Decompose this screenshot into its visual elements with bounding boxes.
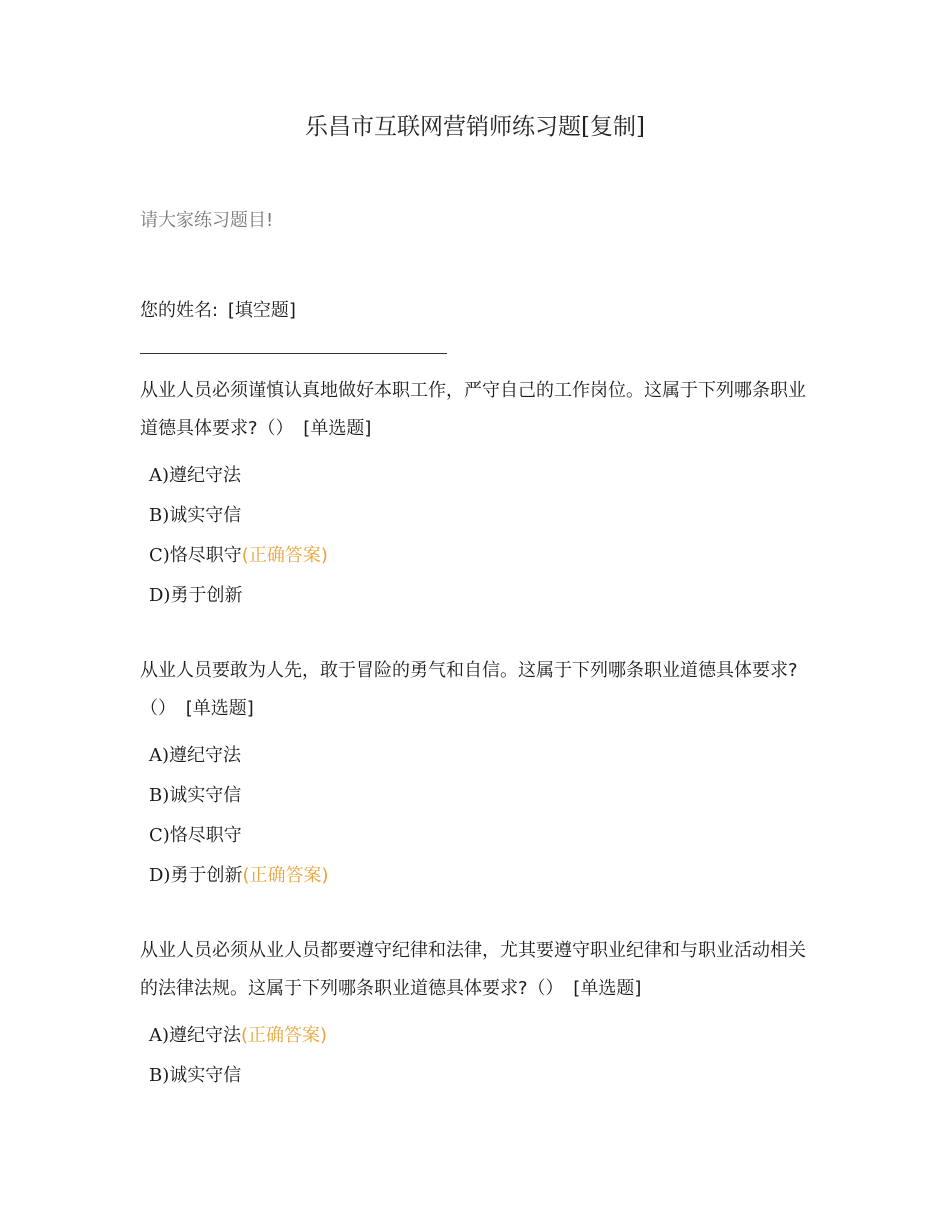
question-3 [140,932,815,1008]
option-letter: A) [149,465,170,486]
name-question [140,297,296,325]
option-letter: D) [149,865,171,886]
question-2-text: 从业人员要敢为人先，敢于冒险的勇气和自信。这属于下列哪条职业道德具体要求?（） [140,660,798,719]
document-title: 乐昌市互联网营销师练习题[复制] [305,114,645,140]
option-text: 诚实守信 [169,505,242,526]
question-2-option-c[interactable] [149,822,242,850]
document-intro: 请大家练习题目! [140,210,274,231]
option-text: 诚实守信 [169,785,242,806]
question-2-option-b[interactable] [149,782,241,810]
question-2 [140,652,815,728]
question-3-option-b[interactable] [149,1062,241,1090]
name-question-type: [填空题] [227,300,296,321]
question-3-option-a[interactable] [149,1022,327,1050]
option-letter: B) [149,785,170,806]
question-1-text: 从业人员必须谨慎认真地做好本职工作，严守自己的工作岗位。这属于下列哪条职业道德具体要求?（） [140,380,806,439]
option-letter: B) [149,505,170,526]
option-text: 勇于创新 [170,585,243,606]
option-letter: D) [149,585,171,606]
question-2-option-d[interactable] [149,862,329,890]
option-text: 遵纪守法 [169,1025,242,1046]
option-text: 诚实守信 [169,1065,242,1086]
question-3-type: [单选题] [573,978,642,999]
option-letter: A) [149,745,170,766]
option-text: 恪尽职守 [169,545,242,566]
name-question-label: 您的姓名: [140,300,219,321]
option-letter: C) [149,545,170,566]
option-letter: A) [149,1025,170,1046]
option-text: 恪尽职守 [169,825,242,846]
question-1-type: [单选题] [303,418,372,439]
question-1-option-d[interactable] [149,582,242,610]
option-letter: C) [149,825,170,846]
correct-answer-mark: (正确答案) [242,865,329,886]
question-1-option-c[interactable] [149,542,328,570]
option-text: 勇于创新 [170,865,243,886]
correct-answer-mark: (正确答案) [241,1025,328,1046]
question-1-option-b[interactable] [149,502,241,530]
question-2-type: [单选题] [185,698,254,719]
option-letter: B) [149,1065,170,1086]
question-1-option-a[interactable] [149,462,241,490]
question-2-option-a[interactable] [149,742,241,770]
name-answer-line[interactable] [140,353,447,354]
option-text: 遵纪守法 [169,745,242,766]
question-3-text: 从业人员必须从业人员都要遵守纪律和法律，尤其要遵守职业纪律和与职业活动相关的法律法规。这属于下列哪条职业道德具体要求?（） [140,940,806,999]
correct-answer-mark: (正确答案) [241,545,328,566]
question-1 [140,372,815,448]
option-text: 遵纪守法 [169,465,242,486]
